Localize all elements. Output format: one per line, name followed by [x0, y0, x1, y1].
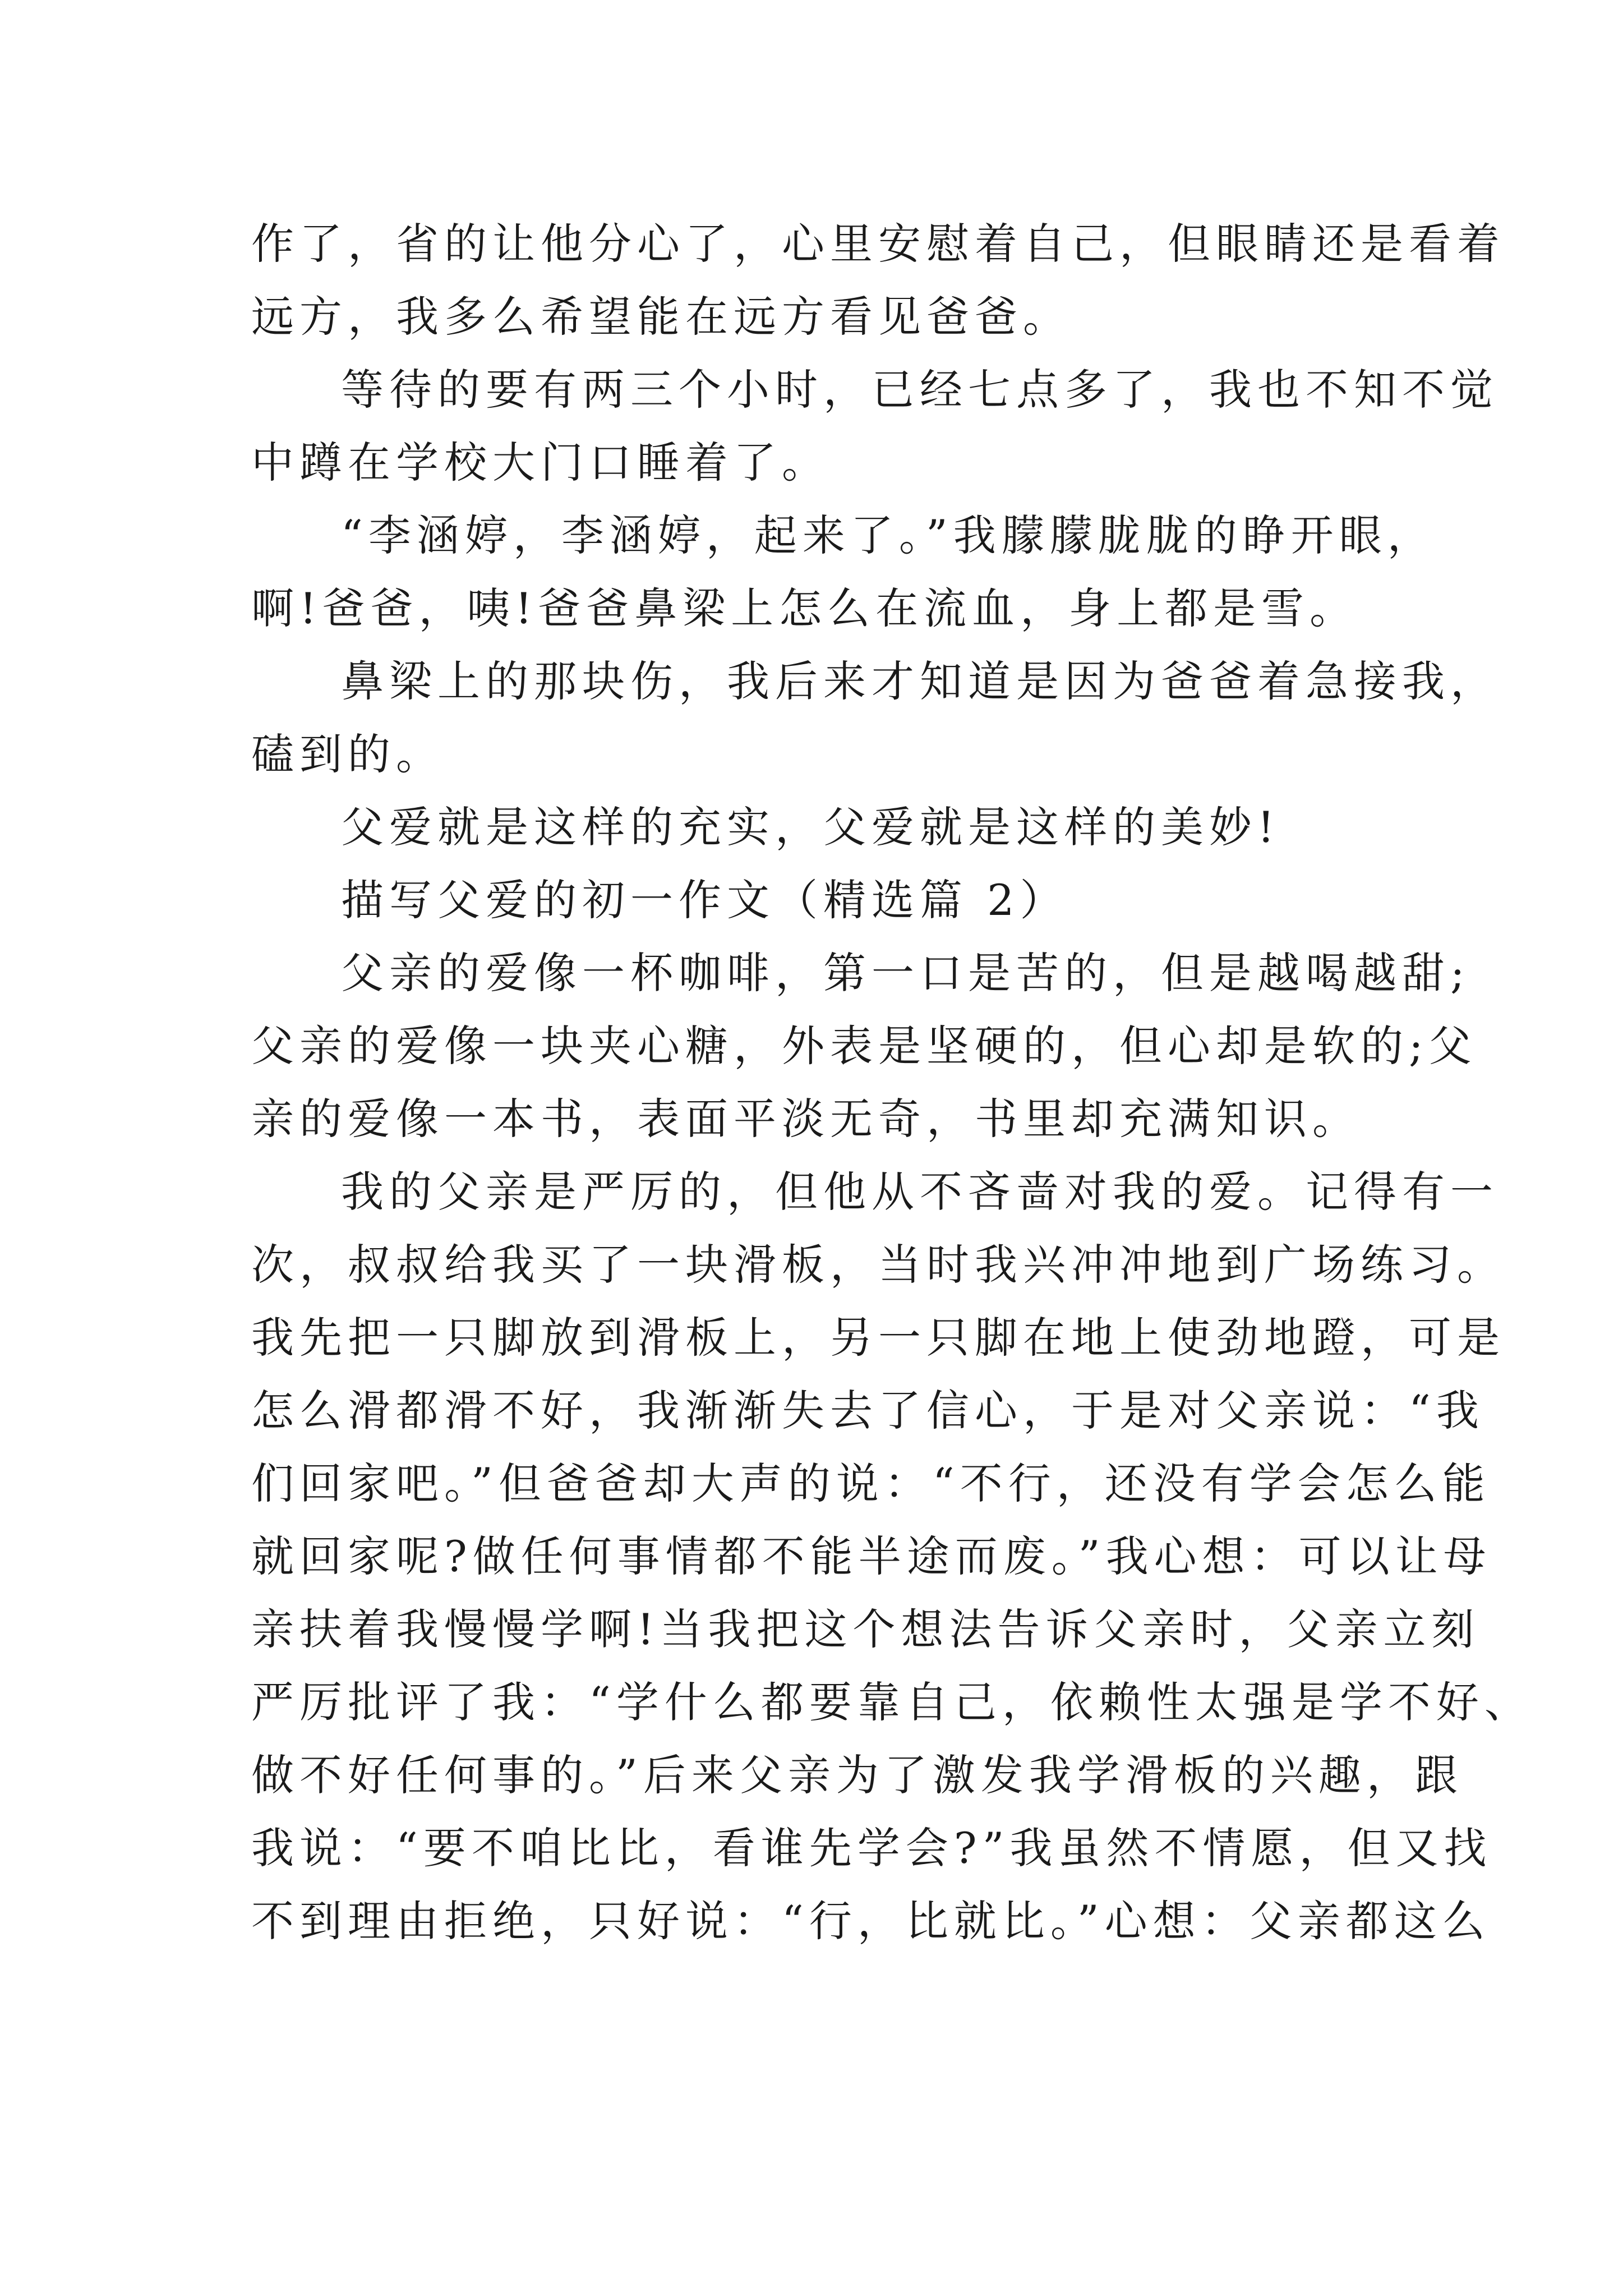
text-line: 父亲的爱像一块夹心糖，外表是坚硬的，但心却是软的;父	[251, 1021, 1477, 1071]
text-line: 鼻梁上的那块伤，我后来才知道是因为爸爸着急接我，	[341, 656, 1498, 706]
text-line: “李涵婷，李涵婷，起来了。”我朦朦胧胧的睁开眼，	[341, 510, 1436, 560]
text-line: 我先把一只脚放到滑板上，另一只脚在地上使劲地蹬，可是	[251, 1313, 1505, 1363]
text-line: 父爱就是这样的充实，父爱就是这样的美妙!	[341, 802, 1280, 852]
text-line: 描写父爱的初一作文（精选篇 2）	[341, 875, 1068, 925]
text-line: 怎么滑都滑不好，我渐渐失去了信心，于是对父亲说：“我	[251, 1386, 1484, 1435]
text-line: 亲扶着我慢慢学啊!当我把这个想法告诉父亲时，父亲立刻	[251, 1604, 1480, 1654]
text-line: 远方，我多么希望能在远方看见爸爸。	[251, 292, 1071, 342]
text-line: 就回家呢?做任何事情都不能半途而废。”我心想：可以让母	[251, 1531, 1492, 1581]
text-line: 等待的要有两三个小时，已经七点多了，我也不知不觉	[341, 365, 1498, 415]
text-line: 中蹲在学校大门口睡着了。	[251, 438, 830, 487]
document-body	[251, 208, 1533, 1958]
text-line: 们回家吧。”但爸爸却大声的说：“不行，还没有学会怎么能	[251, 1458, 1491, 1508]
text-line: 严厉批评了我：“学什么都要靠自己，依赖性太强是学不好、	[251, 1677, 1533, 1727]
text-line: 我的父亲是严厉的，但他从不吝啬对我的爱。记得有一	[341, 1167, 1498, 1217]
text-line: 啊!爸爸，咦!爸爸鼻梁上怎么在流血，身上都是雪。	[251, 583, 1358, 633]
text-line: 作了，省的让他分心了，心里安慰着自己，但眼睛还是看着	[251, 219, 1505, 269]
text-line: 做不好任何事的。”后来父亲为了激发我学滑板的兴趣，跟	[251, 1750, 1463, 1800]
text-line: 亲的爱像一本书，表面平淡无奇，书里却充满知识。	[251, 1094, 1361, 1144]
text-line: 磕到的。	[251, 729, 444, 779]
text-line: 不到理由拒绝，只好说：“行，比就比。”心想：父亲都这么	[251, 1896, 1491, 1946]
text-line: 我说：“要不咱比比，看谁先学会?”我虽然不情愿，但又找	[251, 1823, 1492, 1873]
text-line: 次，叔叔给我买了一块滑板，当时我兴冲冲地到广场练习。	[251, 1240, 1505, 1290]
text-line: 父亲的爱像一杯咖啡，第一口是苦的，但是越喝越甜;	[341, 948, 1470, 998]
